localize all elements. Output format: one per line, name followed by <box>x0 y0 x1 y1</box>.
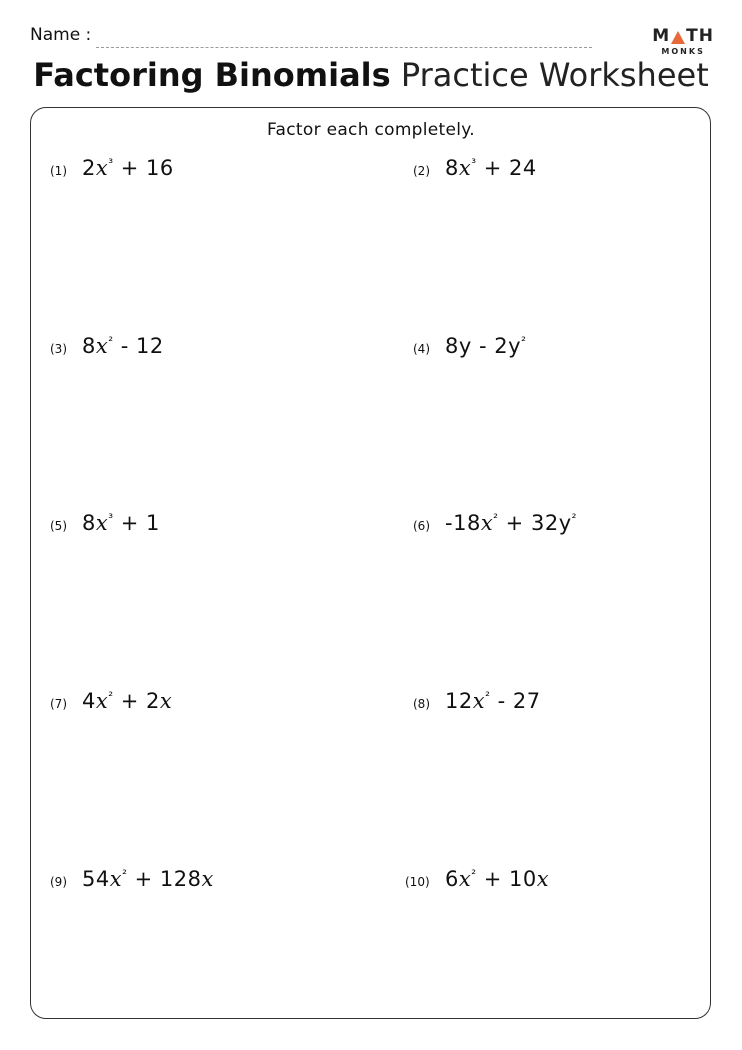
problem-7 <box>50 689 172 713</box>
problem-3 <box>50 334 164 358</box>
instruction-text: Factor each completely. <box>267 120 475 140</box>
problem-expression: $8y - 2y^{^2}$ <box>445 334 527 358</box>
problem-number: (3) <box>50 342 67 356</box>
problem-number: (8) <box>413 697 430 711</box>
problem-expression: $-18x^{^2} + 32y^{^2}$ <box>445 511 577 535</box>
name-line[interactable] <box>96 47 592 48</box>
problem-number: (1) <box>50 164 67 178</box>
logo-letters-th: TH <box>686 26 714 46</box>
logo-subtext: MONKS <box>661 47 705 56</box>
title-light: Practice Worksheet <box>400 56 709 94</box>
logo-letter-m: M <box>652 26 671 46</box>
problem-number: (5) <box>50 519 67 533</box>
problem-1 <box>50 156 174 180</box>
problem-expression: $8x^{^3} + 1$ <box>82 511 160 535</box>
problem-expression: $6x^{^2} + 10x$ <box>445 867 550 891</box>
problem-expression: $8x^{^3} + 24$ <box>445 156 537 180</box>
name-label: Name : <box>30 25 92 45</box>
problem-8 <box>413 689 541 713</box>
math-monks-logo <box>652 26 714 56</box>
problem-number: (7) <box>50 697 67 711</box>
problem-expression: $54x^{^2} + 128x$ <box>82 867 214 891</box>
problem-6 <box>413 511 577 535</box>
problem-number: (10) <box>405 875 430 889</box>
logo-wordmark <box>652 26 714 46</box>
problem-number: (6) <box>413 519 430 533</box>
problem-number: (9) <box>50 875 67 889</box>
problem-9 <box>50 867 214 891</box>
problem-5 <box>50 511 160 535</box>
problem-number: (2) <box>413 164 430 178</box>
problem-expression: $8x^{^2} - 12$ <box>82 334 164 358</box>
problem-4 <box>413 334 526 358</box>
page-title <box>0 56 742 94</box>
problem-10 <box>405 867 549 891</box>
problem-expression: $4x^{^2} + 2x$ <box>82 689 173 713</box>
problem-expression: $2x^{^3} + 16$ <box>82 156 174 180</box>
problem-expression: $12x^{^2} - 27$ <box>445 689 541 713</box>
logo-triangle-icon <box>671 31 685 44</box>
problem-number: (4) <box>413 342 430 356</box>
title-bold: Factoring Binomials <box>33 56 391 94</box>
problem-2 <box>413 156 537 180</box>
